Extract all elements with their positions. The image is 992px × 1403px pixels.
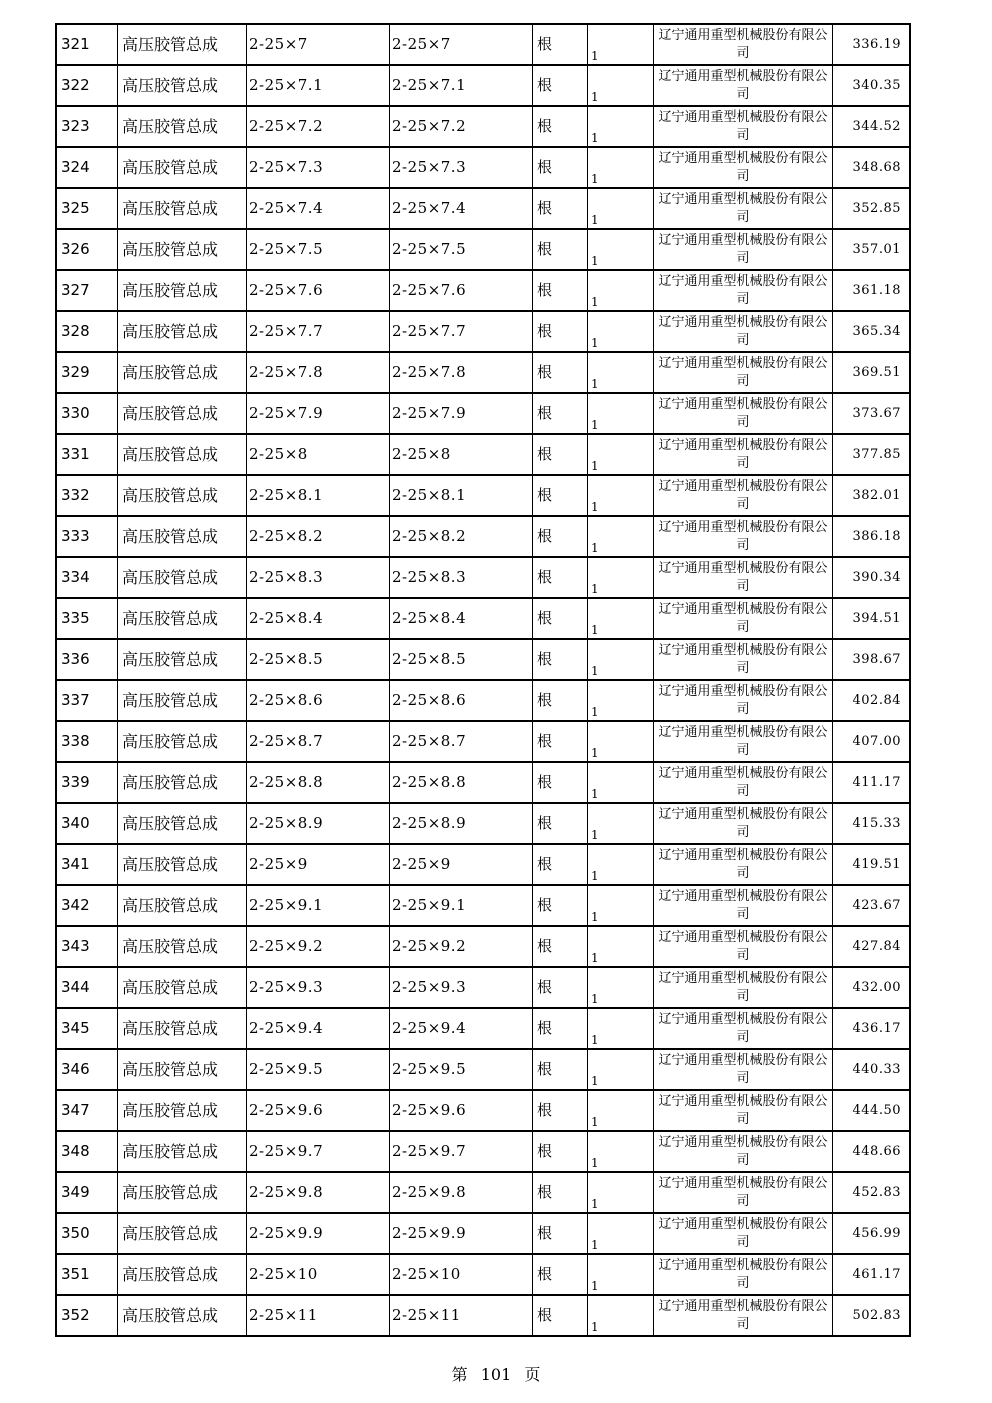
unit-cell: 根	[533, 434, 588, 475]
spec-cell: 2-25×9.9	[247, 1213, 390, 1254]
model-cell: 2-25×9.2	[390, 926, 533, 967]
manufacturer-cell: 辽宁通用重型机械股份有限公司	[654, 721, 833, 762]
price-cell: 436.17	[833, 1008, 911, 1049]
item-number-cell: 337	[56, 680, 118, 721]
model-cell: 2-25×8.4	[390, 598, 533, 639]
unit-cell: 根	[533, 352, 588, 393]
table-row	[56, 516, 910, 557]
unit-cell: 根	[533, 1213, 588, 1254]
item-name-cell: 高压胶管总成	[118, 434, 247, 475]
table-row	[56, 639, 910, 680]
unit-cell: 根	[533, 516, 588, 557]
unit-cell: 根	[533, 311, 588, 352]
item-number-cell: 329	[56, 352, 118, 393]
item-name-cell: 高压胶管总成	[118, 352, 247, 393]
quantity-cell: 1	[588, 844, 654, 885]
item-name-cell: 高压胶管总成	[118, 270, 247, 311]
spec-cell: 2-25×8.2	[247, 516, 390, 557]
spec-cell: 2-25×7.8	[247, 352, 390, 393]
model-cell: 2-25×9.3	[390, 967, 533, 1008]
price-cell: 402.84	[833, 680, 911, 721]
table-row	[56, 188, 910, 229]
price-cell: 344.52	[833, 106, 911, 147]
item-name-cell: 高压胶管总成	[118, 639, 247, 680]
price-cell: 407.00	[833, 721, 911, 762]
item-name-cell: 高压胶管总成	[118, 1008, 247, 1049]
unit-cell: 根	[533, 721, 588, 762]
model-cell: 2-25×8.3	[390, 557, 533, 598]
item-name-cell: 高压胶管总成	[118, 147, 247, 188]
manufacturer-cell: 辽宁通用重型机械股份有限公司	[654, 147, 833, 188]
unit-cell: 根	[533, 1049, 588, 1090]
quantity-cell: 1	[588, 393, 654, 434]
manufacturer-cell: 辽宁通用重型机械股份有限公司	[654, 475, 833, 516]
price-cell: 423.67	[833, 885, 911, 926]
manufacturer-cell: 辽宁通用重型机械股份有限公司	[654, 967, 833, 1008]
manufacturer-cell: 辽宁通用重型机械股份有限公司	[654, 1049, 833, 1090]
model-cell: 2-25×8	[390, 434, 533, 475]
manufacturer-cell: 辽宁通用重型机械股份有限公司	[654, 393, 833, 434]
item-number-cell: 331	[56, 434, 118, 475]
model-cell: 2-25×8.9	[390, 803, 533, 844]
quantity-cell: 1	[588, 1213, 654, 1254]
price-cell: 340.35	[833, 65, 911, 106]
quantity-cell: 1	[588, 270, 654, 311]
item-number-cell: 348	[56, 1131, 118, 1172]
table-row	[56, 803, 910, 844]
item-name-cell: 高压胶管总成	[118, 762, 247, 803]
price-cell: 348.68	[833, 147, 911, 188]
quantity-cell: 1	[588, 352, 654, 393]
price-cell: 369.51	[833, 352, 911, 393]
model-cell: 2-25×8.8	[390, 762, 533, 803]
item-name-cell: 高压胶管总成	[118, 516, 247, 557]
price-cell: 415.33	[833, 803, 911, 844]
unit-cell: 根	[533, 65, 588, 106]
item-number-cell: 350	[56, 1213, 118, 1254]
item-name-cell: 高压胶管总成	[118, 598, 247, 639]
item-number-cell: 328	[56, 311, 118, 352]
quantity-cell: 1	[588, 680, 654, 721]
item-name-cell: 高压胶管总成	[118, 188, 247, 229]
unit-cell: 根	[533, 762, 588, 803]
quantity-cell: 1	[588, 311, 654, 352]
item-number-cell: 321	[56, 24, 118, 65]
model-cell: 2-25×9.5	[390, 1049, 533, 1090]
item-name-cell: 高压胶管总成	[118, 926, 247, 967]
table-row	[56, 1295, 910, 1336]
manufacturer-cell: 辽宁通用重型机械股份有限公司	[654, 24, 833, 65]
model-cell: 2-25×9.6	[390, 1090, 533, 1131]
table-row	[56, 557, 910, 598]
price-cell: 386.18	[833, 516, 911, 557]
table-row	[56, 680, 910, 721]
table-row	[56, 885, 910, 926]
manufacturer-cell: 辽宁通用重型机械股份有限公司	[654, 188, 833, 229]
price-table-body	[56, 24, 910, 1336]
table-row	[56, 65, 910, 106]
quantity-cell: 1	[588, 65, 654, 106]
item-name-cell: 高压胶管总成	[118, 1049, 247, 1090]
unit-cell: 根	[533, 24, 588, 65]
item-number-cell: 324	[56, 147, 118, 188]
item-number-cell: 336	[56, 639, 118, 680]
model-cell: 2-25×8.2	[390, 516, 533, 557]
table-row	[56, 229, 910, 270]
price-cell: 373.67	[833, 393, 911, 434]
item-number-cell: 339	[56, 762, 118, 803]
quantity-cell: 1	[588, 803, 654, 844]
item-number-cell: 325	[56, 188, 118, 229]
table-row	[56, 926, 910, 967]
manufacturer-cell: 辽宁通用重型机械股份有限公司	[654, 106, 833, 147]
item-number-cell: 342	[56, 885, 118, 926]
item-name-cell: 高压胶管总成	[118, 885, 247, 926]
unit-cell: 根	[533, 1090, 588, 1131]
item-name-cell: 高压胶管总成	[118, 844, 247, 885]
item-number-cell: 326	[56, 229, 118, 270]
model-cell: 2-25×9.4	[390, 1008, 533, 1049]
table-row	[56, 1090, 910, 1131]
table-row	[56, 475, 910, 516]
spec-cell: 2-25×8.9	[247, 803, 390, 844]
quantity-cell: 1	[588, 1008, 654, 1049]
quantity-cell: 1	[588, 721, 654, 762]
item-name-cell: 高压胶管总成	[118, 229, 247, 270]
price-cell: 456.99	[833, 1213, 911, 1254]
unit-cell: 根	[533, 1295, 588, 1336]
item-number-cell: 322	[56, 65, 118, 106]
quantity-cell: 1	[588, 762, 654, 803]
table-row	[56, 1008, 910, 1049]
item-name-cell: 高压胶管总成	[118, 680, 247, 721]
item-number-cell: 344	[56, 967, 118, 1008]
manufacturer-cell: 辽宁通用重型机械股份有限公司	[654, 1254, 833, 1295]
unit-cell: 根	[533, 188, 588, 229]
spec-cell: 2-25×7.1	[247, 65, 390, 106]
quantity-cell: 1	[588, 1254, 654, 1295]
quantity-cell: 1	[588, 229, 654, 270]
table-row	[56, 352, 910, 393]
quantity-cell: 1	[588, 106, 654, 147]
price-cell: 502.83	[833, 1295, 911, 1336]
item-number-cell: 338	[56, 721, 118, 762]
quantity-cell: 1	[588, 967, 654, 1008]
spec-cell: 2-25×9.2	[247, 926, 390, 967]
manufacturer-cell: 辽宁通用重型机械股份有限公司	[654, 1131, 833, 1172]
spec-cell: 2-25×9.3	[247, 967, 390, 1008]
price-cell: 427.84	[833, 926, 911, 967]
item-name-cell: 高压胶管总成	[118, 721, 247, 762]
unit-cell: 根	[533, 680, 588, 721]
item-name-cell: 高压胶管总成	[118, 65, 247, 106]
price-cell: 390.34	[833, 557, 911, 598]
table-row	[56, 311, 910, 352]
manufacturer-cell: 辽宁通用重型机械股份有限公司	[654, 885, 833, 926]
model-cell: 2-25×9	[390, 844, 533, 885]
price-cell: 419.51	[833, 844, 911, 885]
spec-cell: 2-25×9.1	[247, 885, 390, 926]
model-cell: 2-25×9.9	[390, 1213, 533, 1254]
quantity-cell: 1	[588, 475, 654, 516]
spec-cell: 2-25×8.5	[247, 639, 390, 680]
spec-cell: 2-25×8	[247, 434, 390, 475]
price-cell: 377.85	[833, 434, 911, 475]
spec-cell: 2-25×8.3	[247, 557, 390, 598]
manufacturer-cell: 辽宁通用重型机械股份有限公司	[654, 270, 833, 311]
model-cell: 2-25×8.5	[390, 639, 533, 680]
item-number-cell: 335	[56, 598, 118, 639]
item-name-cell: 高压胶管总成	[118, 475, 247, 516]
manufacturer-cell: 辽宁通用重型机械股份有限公司	[654, 1172, 833, 1213]
spec-cell: 2-25×7.4	[247, 188, 390, 229]
item-number-cell: 340	[56, 803, 118, 844]
item-number-cell: 347	[56, 1090, 118, 1131]
table-row	[56, 598, 910, 639]
item-number-cell: 323	[56, 106, 118, 147]
unit-cell: 根	[533, 147, 588, 188]
item-number-cell: 345	[56, 1008, 118, 1049]
item-number-cell: 333	[56, 516, 118, 557]
item-name-cell: 高压胶管总成	[118, 1254, 247, 1295]
table-row	[56, 1049, 910, 1090]
item-number-cell: 330	[56, 393, 118, 434]
table-row	[56, 967, 910, 1008]
item-name-cell: 高压胶管总成	[118, 1172, 247, 1213]
model-cell: 2-25×7.3	[390, 147, 533, 188]
price-cell: 394.51	[833, 598, 911, 639]
spec-cell: 2-25×7.6	[247, 270, 390, 311]
model-cell: 2-25×7.4	[390, 188, 533, 229]
model-cell: 2-25×7.2	[390, 106, 533, 147]
item-number-cell: 334	[56, 557, 118, 598]
model-cell: 2-25×7.7	[390, 311, 533, 352]
quantity-cell: 1	[588, 926, 654, 967]
table-row	[56, 844, 910, 885]
spec-cell: 2-25×8.4	[247, 598, 390, 639]
price-cell: 448.66	[833, 1131, 911, 1172]
price-cell: 361.18	[833, 270, 911, 311]
spec-cell: 2-25×7.5	[247, 229, 390, 270]
item-name-cell: 高压胶管总成	[118, 557, 247, 598]
unit-cell: 根	[533, 967, 588, 1008]
spec-cell: 2-25×8.6	[247, 680, 390, 721]
price-cell: 444.50	[833, 1090, 911, 1131]
unit-cell: 根	[533, 639, 588, 680]
spec-cell: 2-25×7.3	[247, 147, 390, 188]
spec-cell: 2-25×8.8	[247, 762, 390, 803]
price-cell: 398.67	[833, 639, 911, 680]
unit-cell: 根	[533, 393, 588, 434]
manufacturer-cell: 辽宁通用重型机械股份有限公司	[654, 1295, 833, 1336]
model-cell: 2-25×10	[390, 1254, 533, 1295]
unit-cell: 根	[533, 270, 588, 311]
quantity-cell: 1	[588, 516, 654, 557]
table-row	[56, 106, 910, 147]
spec-cell: 2-25×9.6	[247, 1090, 390, 1131]
unit-cell: 根	[533, 1131, 588, 1172]
price-cell: 382.01	[833, 475, 911, 516]
manufacturer-cell: 辽宁通用重型机械股份有限公司	[654, 311, 833, 352]
model-cell: 2-25×11	[390, 1295, 533, 1336]
quantity-cell: 1	[588, 598, 654, 639]
unit-cell: 根	[533, 106, 588, 147]
price-cell: 411.17	[833, 762, 911, 803]
unit-cell: 根	[533, 885, 588, 926]
model-cell: 2-25×8.1	[390, 475, 533, 516]
price-cell: 440.33	[833, 1049, 911, 1090]
quantity-cell: 1	[588, 557, 654, 598]
item-number-cell: 341	[56, 844, 118, 885]
manufacturer-cell: 辽宁通用重型机械股份有限公司	[654, 598, 833, 639]
unit-cell: 根	[533, 1172, 588, 1213]
page-footer	[0, 1362, 992, 1385]
manufacturer-cell: 辽宁通用重型机械股份有限公司	[654, 352, 833, 393]
item-number-cell: 349	[56, 1172, 118, 1213]
unit-cell: 根	[533, 1008, 588, 1049]
model-cell: 2-25×9.1	[390, 885, 533, 926]
manufacturer-cell: 辽宁通用重型机械股份有限公司	[654, 1090, 833, 1131]
page-suffix: 页	[524, 1365, 541, 1384]
manufacturer-cell: 辽宁通用重型机械股份有限公司	[654, 926, 833, 967]
item-number-cell: 352	[56, 1295, 118, 1336]
spec-cell: 2-25×9.7	[247, 1131, 390, 1172]
item-name-cell: 高压胶管总成	[118, 393, 247, 434]
spec-cell: 2-25×9	[247, 844, 390, 885]
table-row	[56, 1172, 910, 1213]
item-number-cell: 327	[56, 270, 118, 311]
quantity-cell: 1	[588, 1131, 654, 1172]
quantity-cell: 1	[588, 1049, 654, 1090]
quantity-cell: 1	[588, 188, 654, 229]
spec-cell: 2-25×11	[247, 1295, 390, 1336]
price-cell: 352.85	[833, 188, 911, 229]
spec-cell: 2-25×7.7	[247, 311, 390, 352]
model-cell: 2-25×7	[390, 24, 533, 65]
model-cell: 2-25×7.5	[390, 229, 533, 270]
item-name-cell: 高压胶管总成	[118, 1295, 247, 1336]
spec-cell: 2-25×8.7	[247, 721, 390, 762]
spec-cell: 2-25×7.2	[247, 106, 390, 147]
model-cell: 2-25×7.8	[390, 352, 533, 393]
item-name-cell: 高压胶管总成	[118, 106, 247, 147]
spec-cell: 2-25×8.1	[247, 475, 390, 516]
price-cell: 461.17	[833, 1254, 911, 1295]
item-number-cell: 332	[56, 475, 118, 516]
item-name-cell: 高压胶管总成	[118, 24, 247, 65]
item-number-cell: 351	[56, 1254, 118, 1295]
manufacturer-cell: 辽宁通用重型机械股份有限公司	[654, 229, 833, 270]
price-cell: 452.83	[833, 1172, 911, 1213]
unit-cell: 根	[533, 557, 588, 598]
manufacturer-cell: 辽宁通用重型机械股份有限公司	[654, 762, 833, 803]
unit-cell: 根	[533, 844, 588, 885]
model-cell: 2-25×9.7	[390, 1131, 533, 1172]
item-name-cell: 高压胶管总成	[118, 967, 247, 1008]
quantity-cell: 1	[588, 24, 654, 65]
manufacturer-cell: 辽宁通用重型机械股份有限公司	[654, 1213, 833, 1254]
manufacturer-cell: 辽宁通用重型机械股份有限公司	[654, 65, 833, 106]
table-row	[56, 147, 910, 188]
quantity-cell: 1	[588, 1295, 654, 1336]
item-number-cell: 343	[56, 926, 118, 967]
table-row	[56, 762, 910, 803]
table-row	[56, 24, 910, 65]
item-name-cell: 高压胶管总成	[118, 311, 247, 352]
manufacturer-cell: 辽宁通用重型机械股份有限公司	[654, 639, 833, 680]
price-table	[55, 23, 911, 1337]
spec-cell: 2-25×9.8	[247, 1172, 390, 1213]
manufacturer-cell: 辽宁通用重型机械股份有限公司	[654, 557, 833, 598]
table-row	[56, 270, 910, 311]
table-row	[56, 434, 910, 475]
model-cell: 2-25×9.8	[390, 1172, 533, 1213]
unit-cell: 根	[533, 803, 588, 844]
item-number-cell: 346	[56, 1049, 118, 1090]
quantity-cell: 1	[588, 147, 654, 188]
price-cell: 365.34	[833, 311, 911, 352]
unit-cell: 根	[533, 598, 588, 639]
item-name-cell: 高压胶管总成	[118, 1213, 247, 1254]
manufacturer-cell: 辽宁通用重型机械股份有限公司	[654, 844, 833, 885]
table-row	[56, 721, 910, 762]
manufacturer-cell: 辽宁通用重型机械股份有限公司	[654, 803, 833, 844]
spec-cell: 2-25×9.4	[247, 1008, 390, 1049]
page-number: 101	[480, 1365, 512, 1384]
page-prefix: 第	[451, 1365, 468, 1384]
model-cell: 2-25×7.1	[390, 65, 533, 106]
table-row	[56, 1131, 910, 1172]
item-name-cell: 高压胶管总成	[118, 1131, 247, 1172]
spec-cell: 2-25×10	[247, 1254, 390, 1295]
table-row	[56, 1254, 910, 1295]
price-cell: 432.00	[833, 967, 911, 1008]
spec-cell: 2-25×7	[247, 24, 390, 65]
model-cell: 2-25×7.6	[390, 270, 533, 311]
quantity-cell: 1	[588, 885, 654, 926]
model-cell: 2-25×8.7	[390, 721, 533, 762]
item-name-cell: 高压胶管总成	[118, 803, 247, 844]
manufacturer-cell: 辽宁通用重型机械股份有限公司	[654, 1008, 833, 1049]
unit-cell: 根	[533, 229, 588, 270]
table-row	[56, 393, 910, 434]
quantity-cell: 1	[588, 639, 654, 680]
model-cell: 2-25×8.6	[390, 680, 533, 721]
quantity-cell: 1	[588, 1172, 654, 1213]
price-cell: 336.19	[833, 24, 911, 65]
model-cell: 2-25×7.9	[390, 393, 533, 434]
unit-cell: 根	[533, 1254, 588, 1295]
unit-cell: 根	[533, 475, 588, 516]
manufacturer-cell: 辽宁通用重型机械股份有限公司	[654, 680, 833, 721]
manufacturer-cell: 辽宁通用重型机械股份有限公司	[654, 516, 833, 557]
manufacturer-cell: 辽宁通用重型机械股份有限公司	[654, 434, 833, 475]
table-row	[56, 1213, 910, 1254]
item-name-cell: 高压胶管总成	[118, 1090, 247, 1131]
spec-cell: 2-25×7.9	[247, 393, 390, 434]
spec-cell: 2-25×9.5	[247, 1049, 390, 1090]
quantity-cell: 1	[588, 434, 654, 475]
unit-cell: 根	[533, 926, 588, 967]
quantity-cell: 1	[588, 1090, 654, 1131]
price-cell: 357.01	[833, 229, 911, 270]
